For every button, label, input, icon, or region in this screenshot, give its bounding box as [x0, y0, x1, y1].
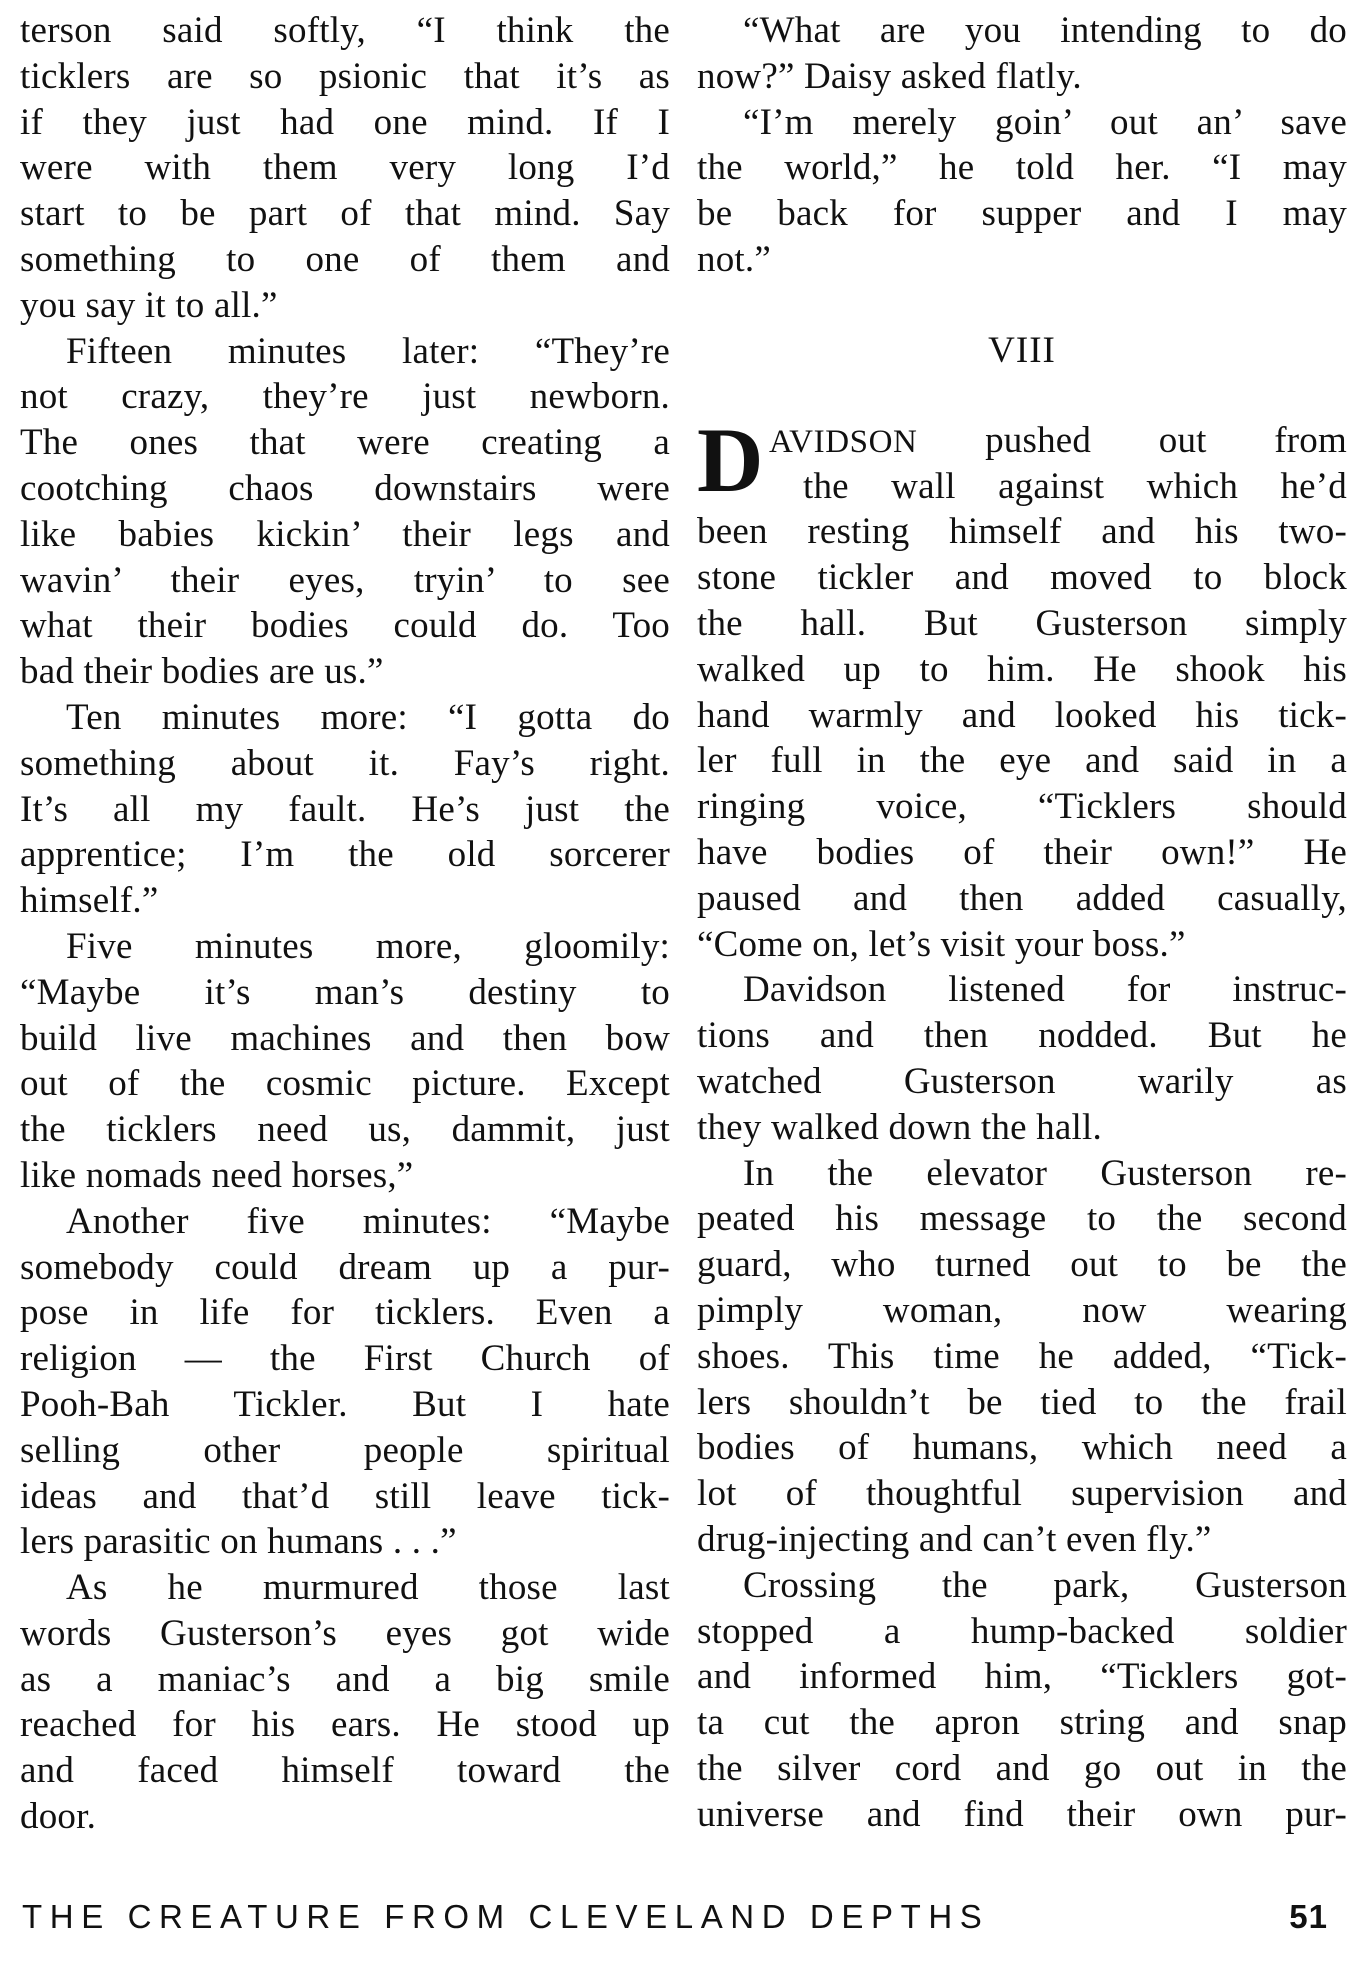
text-line: ticklers are so psionic that it’s as [20, 55, 670, 97]
left-column [20, 8, 670, 1840]
text-line: stopped a hump-backed soldier [697, 1610, 1347, 1652]
text-line: drug-injecting and can’t even fly.” [697, 1518, 1212, 1560]
text-line: somebody could dream up a pur- [20, 1246, 670, 1288]
text-line: ideas and that’d still leave tick- [20, 1475, 670, 1517]
text-line: apprentice; I’m the old sorcerer [20, 834, 670, 876]
text-line: the hall. But Gusterson simply [697, 602, 1347, 644]
text-line: and faced himself toward the [20, 1750, 670, 1792]
text-line [697, 418, 1347, 464]
text-line: something to one of them and [20, 238, 670, 280]
right-column-body-text [697, 509, 1347, 1837]
text-line: universe and find their own pur- [697, 1793, 1347, 1835]
text-line: have bodies of their own!” He [697, 831, 1347, 873]
text-line: bad their bodies are us.” [20, 651, 384, 693]
text-line: terson said softly, “I think the [20, 10, 670, 51]
text-line: selling other people spiritual [20, 1429, 670, 1471]
dropcap-paragraph-opening [697, 408, 1347, 511]
text-line: something about it. Fay’s right. [20, 742, 670, 784]
text-line: Davidson listened for instruc- [743, 969, 1347, 1011]
text-line: guard, who turned out to be the [697, 1244, 1347, 1286]
text-line: paused and then added casually, [697, 877, 1347, 919]
text-line: lers shouldn’t be tied to the frail [697, 1381, 1347, 1423]
text-line: peated his message to the second [697, 1198, 1347, 1240]
text-line: cootching chaos downstairs were [20, 467, 670, 509]
text-line: be back for supper and I may [697, 193, 1347, 235]
text-line: tions and then nodded. But he [697, 1015, 1347, 1057]
text-line: ta cut the apron string and snap [697, 1702, 1347, 1744]
text-line: “What are you intending to do [743, 10, 1347, 51]
text-line: reached for his ears. He stood up [20, 1704, 670, 1746]
text-line: religion — the First Church of [20, 1338, 670, 1380]
text-line: Another five minutes: “Maybe [66, 1200, 670, 1242]
text-line: the ticklers need us, dammit, just [20, 1109, 670, 1151]
running-title: THE CREATURE FROM CLEVELAND DEPTHS [22, 1898, 990, 1935]
text-line: you say it to all.” [20, 284, 278, 326]
text-line: start to be part of that mind. Say [20, 193, 670, 235]
text-line: bodies of humans, which need a [697, 1427, 1347, 1469]
text-line: like babies kickin’ their legs and [20, 513, 670, 555]
text-line: shoes. This time he added, “Tick- [697, 1335, 1347, 1377]
text-line: like nomads need horses,” [20, 1154, 414, 1196]
page-footer [22, 1898, 1328, 1948]
text-line: door. [20, 1796, 97, 1838]
text-line: walked up to him. He shook his [697, 648, 1347, 690]
text-line: were with them very long I’d [20, 147, 670, 189]
text-line: the silver cord and go out in the [697, 1747, 1347, 1789]
text-line: Pooh-Bah Tickler. But I hate [20, 1383, 670, 1425]
text-line: watched Gusterson warily as [697, 1060, 1347, 1102]
text-line: Five minutes more, gloomily: [66, 925, 670, 967]
text-line: words Gusterson’s eyes got wide [20, 1612, 670, 1654]
text-line: and informed him, “Ticklers got- [697, 1656, 1347, 1698]
text-line: out of the cosmic picture. Except [20, 1063, 670, 1105]
text-line: been resting himself and his two- [697, 511, 1347, 553]
text-line: Ten minutes more: “I gotta do [66, 696, 670, 738]
right-column [697, 8, 1347, 1837]
page-number: 51 [1289, 1898, 1328, 1935]
text-line: “Come on, let’s visit your boss.” [697, 923, 1186, 965]
text-line: as a maniac’s and a big smile [20, 1658, 670, 1700]
text-line: As he murmured those last [66, 1567, 670, 1609]
text-line: if they just had one mind. If I [20, 101, 670, 143]
text-line: ringing voice, “Ticklers should [697, 786, 1347, 828]
text-line: they walked down the hall. [697, 1106, 1102, 1148]
text-line: himself.” [20, 880, 159, 922]
text-line: “I’m merely goin’ out an’ save [743, 101, 1347, 143]
text-line: lers parasitic on humans . . .” [20, 1521, 457, 1563]
text-line: Crossing the park, Gusterson [743, 1564, 1347, 1606]
small-caps-word: AVIDSON [769, 423, 918, 460]
text-line: Fifteen minutes later: “They’re [66, 330, 670, 372]
text-line: not crazy, they’re just newborn. [20, 376, 670, 418]
text-line: the world,” he told her. “I may [697, 147, 1347, 189]
chapter-heading: VIII [988, 329, 1056, 371]
text-line: The ones that were creating a [20, 422, 670, 464]
text-line: build live machines and then bow [20, 1017, 670, 1059]
text-line: what their bodies could do. Too [20, 605, 670, 647]
dropcap-letter: D [697, 408, 764, 511]
text-line: wavin’ their eyes, tryin’ to see [20, 559, 670, 601]
text-line: pose in life for ticklers. Even a [20, 1292, 670, 1334]
text-line: It’s all my fault. He’s just the [20, 788, 670, 830]
text-line: In the elevator Gusterson re- [743, 1152, 1347, 1194]
text-line: hand warmly and looked his tick- [697, 694, 1347, 736]
right-column-top-text [697, 8, 1347, 283]
text-line: stone tickler and moved to block [697, 557, 1347, 599]
text-fragment: pushed out from [917, 419, 1347, 461]
text-line: pimply woman, now wearing [697, 1289, 1347, 1331]
text-line: not.” [697, 238, 771, 280]
text-line: lot of thoughtful supervision and [697, 1473, 1347, 1515]
text-line: the wall against which he’d [803, 465, 1347, 507]
text-line: ler full in the eye and said in a [697, 740, 1347, 782]
text-line: “Maybe it’s man’s destiny to [20, 971, 670, 1013]
text-line: now?” Daisy asked flatly. [697, 55, 1082, 97]
